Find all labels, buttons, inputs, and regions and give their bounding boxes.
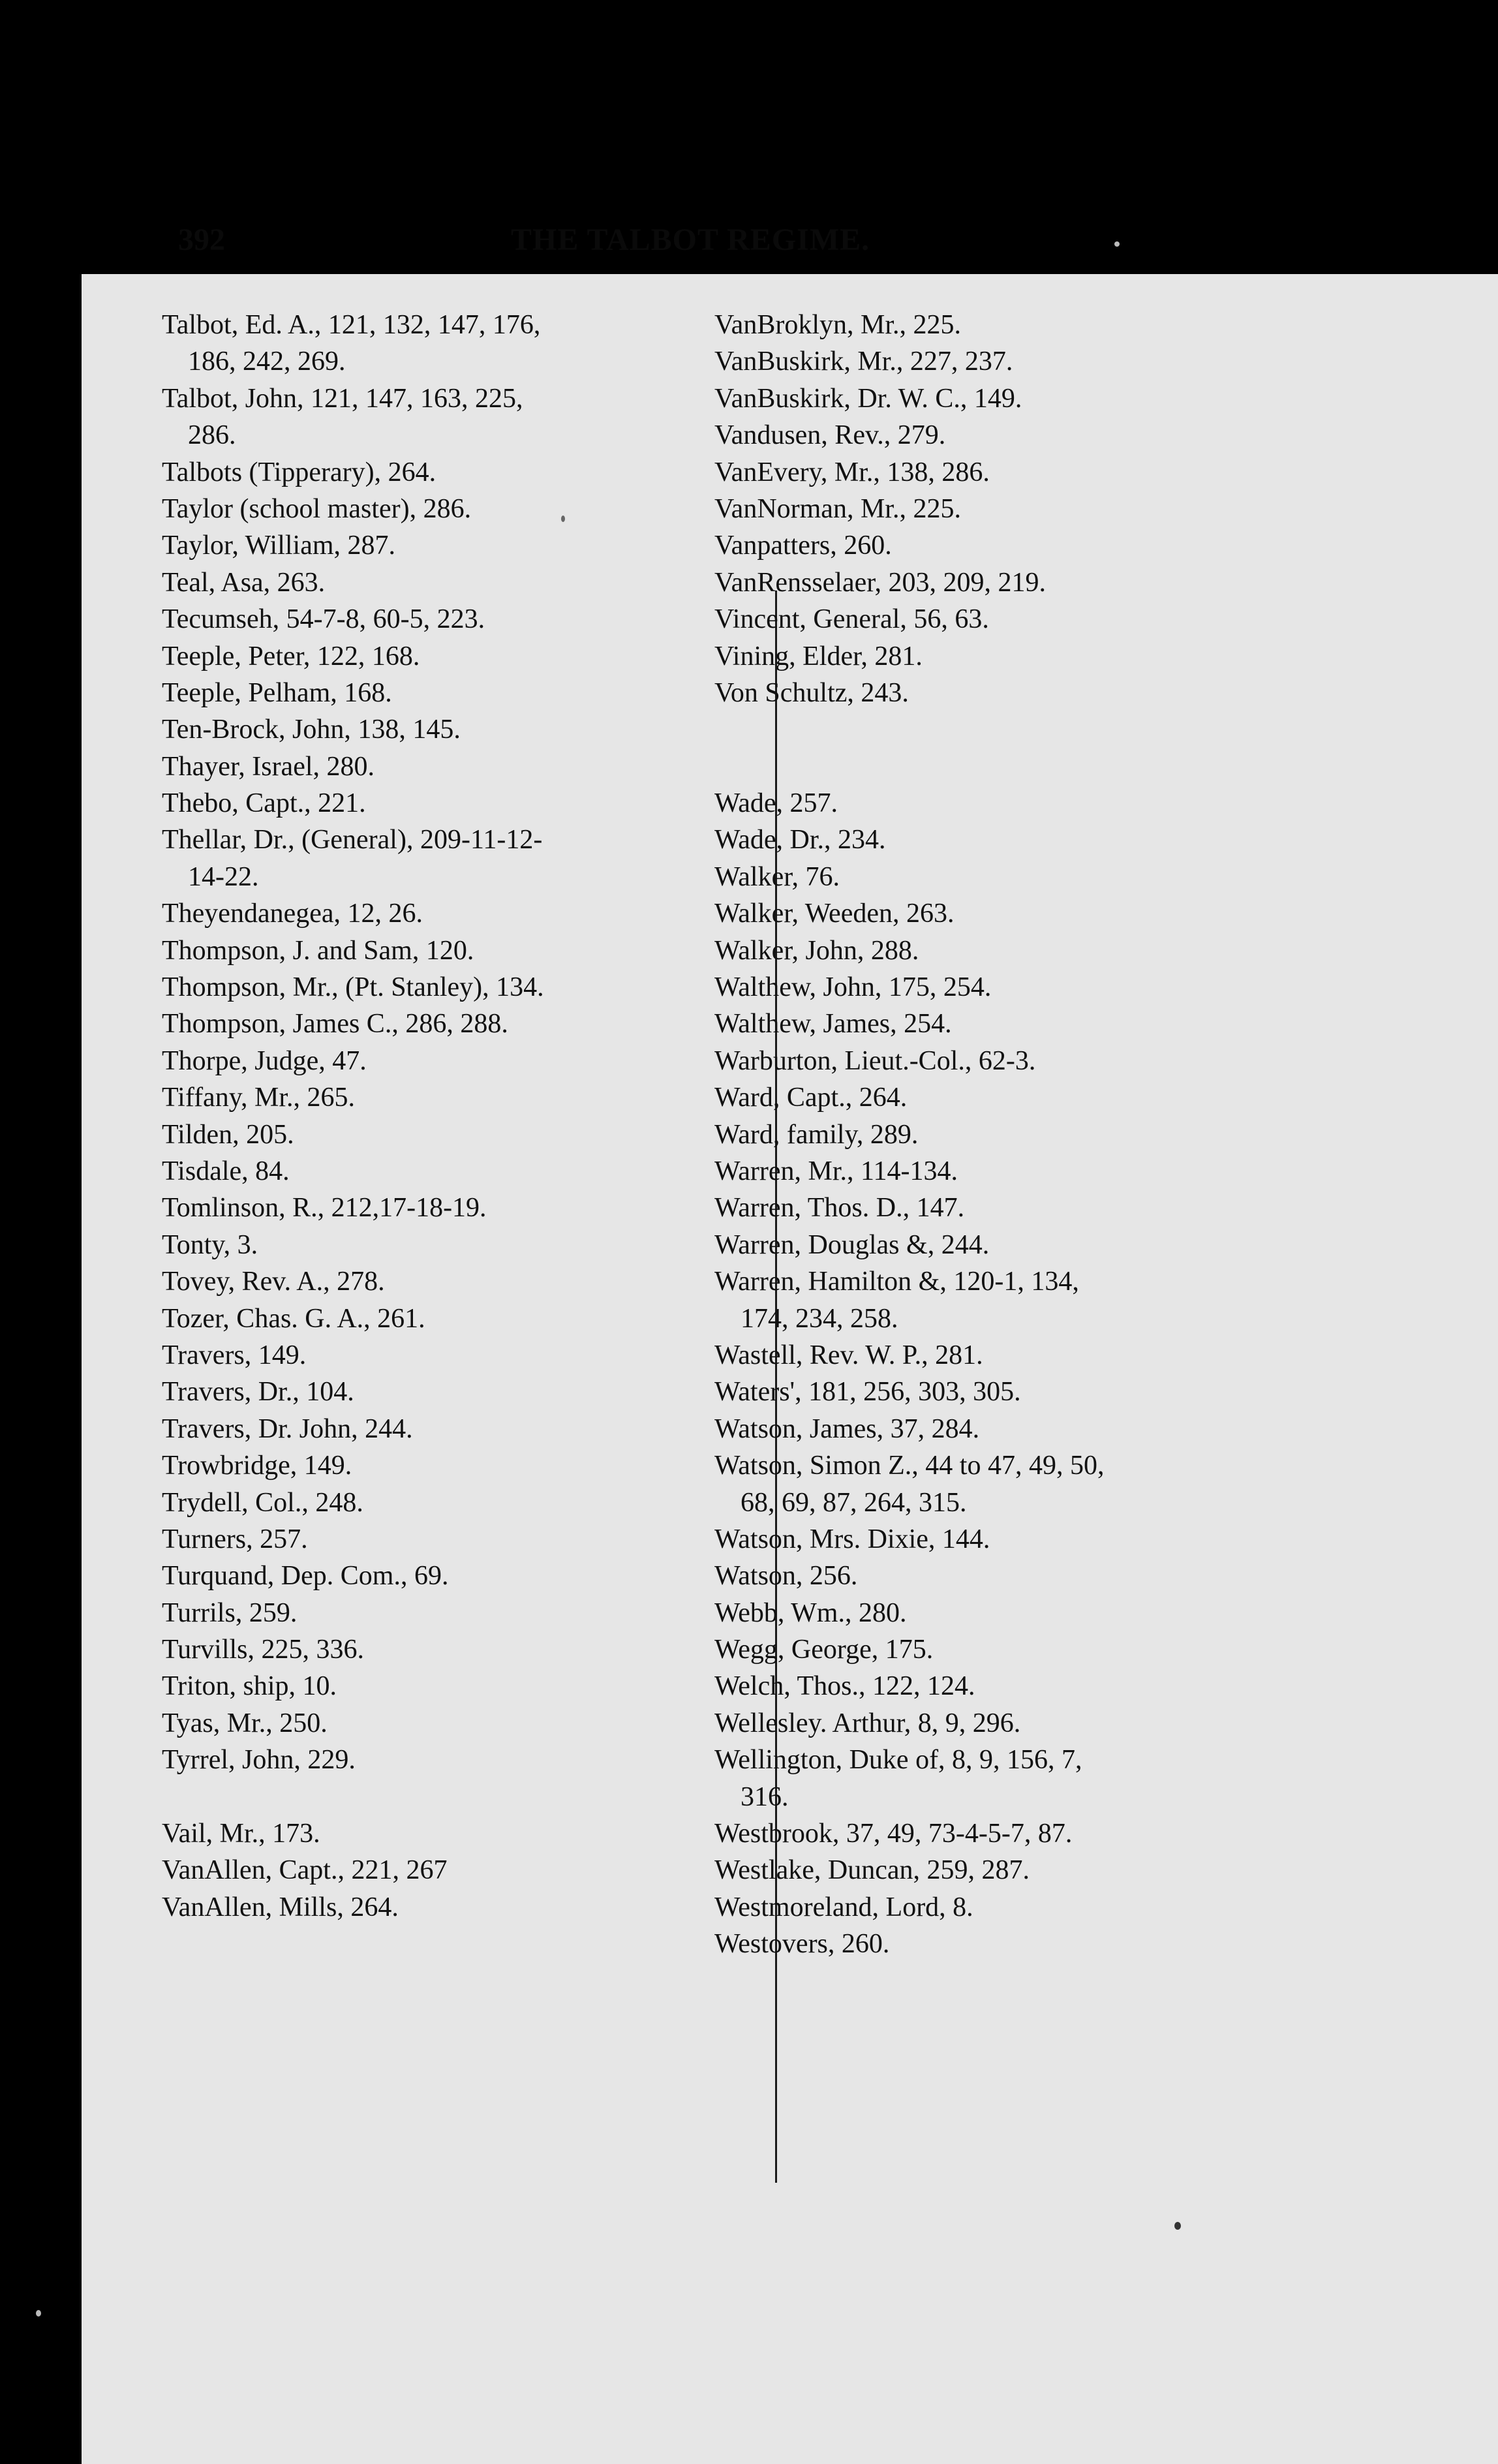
index-entry: Ward, family, 289. xyxy=(714,1119,919,1150)
index-entry: Turrils, 259. xyxy=(162,1597,298,1628)
index-entry: VanAllen, Capt., 221, 267 xyxy=(162,1855,448,1886)
index-entry: Walker, 76. xyxy=(714,861,840,892)
index-entry: Webb, Wm., 280. xyxy=(714,1597,907,1628)
index-entry: Turquand, Dep. Com., 69. xyxy=(162,1561,449,1592)
index-entry: Travers, Dr., 104. xyxy=(162,1377,354,1408)
index-entry: Teal, Asa, 263. xyxy=(162,567,326,598)
index-entry: Vail, Mr., 173. xyxy=(162,1819,320,1849)
index-entry: Walthew, James, 254. xyxy=(714,1009,952,1040)
index-entry: Watson, Mrs. Dixie, 144. xyxy=(714,1524,990,1554)
index-entry: Vandusen, Rev., 279. xyxy=(714,420,946,451)
index-entry: Tozer, Chas. G. A., 261. xyxy=(162,1303,425,1334)
index-entry: Trydell, Col., 248. xyxy=(162,1487,363,1518)
index-entry: VanEvery, Mr., 138, 286. xyxy=(714,457,990,487)
index-entry-continuation: 68, 69, 87, 264, 315. xyxy=(741,1487,967,1518)
index-entry: Tyrrel, John, 229. xyxy=(162,1745,356,1776)
index-entry: Talbot, Ed. A., 121, 132, 147, 176, xyxy=(162,310,541,340)
index-entry: Wegg, George, 175. xyxy=(714,1635,934,1665)
index-entry: Watson, James, 37, 284. xyxy=(714,1413,980,1444)
index-entry: Travers, Dr. John, 244. xyxy=(162,1413,413,1444)
running-title: THE TALBOT REGIME. xyxy=(511,223,870,257)
index-entry: Tisdale, 84. xyxy=(162,1156,290,1186)
index-entry: Taylor (school master), 286. xyxy=(162,493,472,524)
index-entry: Thompson, J. and Sam, 120. xyxy=(162,935,474,966)
index-entry: Vanpatters, 260. xyxy=(714,531,892,561)
index-entry: Talbots (Tipperary), 264. xyxy=(162,457,436,487)
index-entry: Talbot, John, 121, 147, 163, 225, xyxy=(162,383,523,414)
index-entry: Turvills, 225, 336. xyxy=(162,1635,365,1665)
index-entry: Tonty, 3. xyxy=(162,1229,258,1260)
index-entry: Westlake, Duncan, 259, 287. xyxy=(714,1855,1030,1886)
index-entry-continuation: 174, 234, 258. xyxy=(741,1303,898,1334)
index-entry: Vining, Elder, 281. xyxy=(714,641,923,671)
index-entry: Westbrook, 37, 49, 73-4-5-7, 87. xyxy=(714,1819,1073,1849)
page-header xyxy=(178,222,1261,261)
section-gap xyxy=(162,1779,742,1815)
index-entry: Walker, Weeden, 263. xyxy=(714,899,955,929)
index-entry: VanRensselaer, 203, 209, 219. xyxy=(714,567,1047,598)
index-entry: Tomlinson, R., 212,17-18-19. xyxy=(162,1193,487,1224)
index-entry: Tyas, Mr., 250. xyxy=(162,1708,328,1738)
index-column-left xyxy=(162,307,742,1926)
index-entry: Triton, ship, 10. xyxy=(162,1671,337,1702)
index-entry: Welch, Thos., 122, 124. xyxy=(714,1671,975,1702)
index-entry: Waters', 181, 256, 303, 305. xyxy=(714,1377,1021,1408)
index-entry: Turners, 257. xyxy=(162,1524,308,1554)
scan-speck xyxy=(561,516,565,522)
index-entry: Vincent, General, 56, 63. xyxy=(714,604,989,635)
index-entry: Warren, Mr., 114-134. xyxy=(714,1156,958,1186)
index-entry: Wellington, Duke of, 8, 9, 156, 7, xyxy=(714,1745,1082,1776)
index-entry: VanBroklyn, Mr., 225. xyxy=(714,310,961,340)
index-entry-continuation: 14-22. xyxy=(188,861,259,892)
section-gap xyxy=(714,748,1334,785)
section-gap xyxy=(714,711,1334,748)
index-entry: Wastell, Rev. W. P., 281. xyxy=(714,1340,983,1370)
index-entry-continuation: 286. xyxy=(188,420,236,451)
index-entry: Wellesley. Arthur, 8, 9, 296. xyxy=(714,1708,1021,1738)
index-entry: Tovey, Rev. A., 278. xyxy=(162,1267,385,1297)
page-number: 392 xyxy=(178,223,225,257)
index-entry-continuation: 316. xyxy=(741,1781,789,1812)
index-entry: Taylor, William, 287. xyxy=(162,531,396,561)
index-entry: Westovers, 260. xyxy=(714,1929,890,1960)
index-entry: Teeple, Peter, 122, 168. xyxy=(162,641,420,671)
index-entry: Thorpe, Judge, 47. xyxy=(162,1045,367,1076)
index-entry: Walthew, John, 175, 254. xyxy=(714,972,992,1003)
index-entry: Watson, 256. xyxy=(714,1561,858,1592)
index-entry: Wade, Dr., 234. xyxy=(714,825,886,855)
index-entry: Watson, Simon Z., 44 to 47, 49, 50, xyxy=(714,1451,1105,1481)
index-entry: Thompson, Mr., (Pt. Stanley), 134. xyxy=(162,972,544,1003)
index-entry: Ten-Brock, John, 138, 145. xyxy=(162,715,461,745)
index-entry: Teeple, Pelham, 168. xyxy=(162,677,392,708)
index-entry: Thellar, Dr., (General), 209-11-12- xyxy=(162,825,543,855)
index-entry: Thebo, Capt., 221. xyxy=(162,788,366,819)
scan-speck xyxy=(1114,241,1120,247)
index-entry: Wade, 257. xyxy=(714,788,838,819)
index-column-right xyxy=(714,307,1334,1963)
index-entry: Theyendanegea, 12, 26. xyxy=(162,899,423,929)
index-entry: Warren, Hamilton &, 120-1, 134, xyxy=(714,1267,1079,1297)
scan-speck xyxy=(36,2310,41,2317)
index-entry: Thayer, Israel, 280. xyxy=(162,751,375,782)
index-entry: Warburton, Lieut.-Col., 62-3. xyxy=(714,1045,1036,1076)
index-entry: Tecumseh, 54-7-8, 60-5, 223. xyxy=(162,604,485,635)
index-entry: Travers, 149. xyxy=(162,1340,307,1370)
index-entry: Von Schultz, 243. xyxy=(714,677,909,708)
index-entry: VanAllen, Mills, 264. xyxy=(162,1892,399,1922)
index-entry: Trowbridge, 149. xyxy=(162,1451,352,1481)
index-entry: Thompson, James C., 286, 288. xyxy=(162,1009,508,1040)
index-entry: Warren, Douglas &, 244. xyxy=(714,1229,990,1260)
index-entry: Walker, John, 288. xyxy=(714,935,919,966)
index-entry-continuation: 186, 242, 269. xyxy=(188,346,346,377)
index-entry: VanBuskirk, Dr. W. C., 149. xyxy=(714,383,1022,414)
index-entry: Ward, Capt., 264. xyxy=(714,1083,908,1113)
index-entry: VanNorman, Mr., 225. xyxy=(714,493,961,524)
scan-speck xyxy=(1174,2222,1181,2230)
index-entry: Tiffany, Mr., 265. xyxy=(162,1083,355,1113)
index-entry: VanBuskirk, Mr., 227, 237. xyxy=(714,346,1013,377)
index-entry: Warren, Thos. D., 147. xyxy=(714,1193,965,1224)
index-entry: Westmoreland, Lord, 8. xyxy=(714,1892,973,1922)
index-entry: Tilden, 205. xyxy=(162,1119,294,1150)
